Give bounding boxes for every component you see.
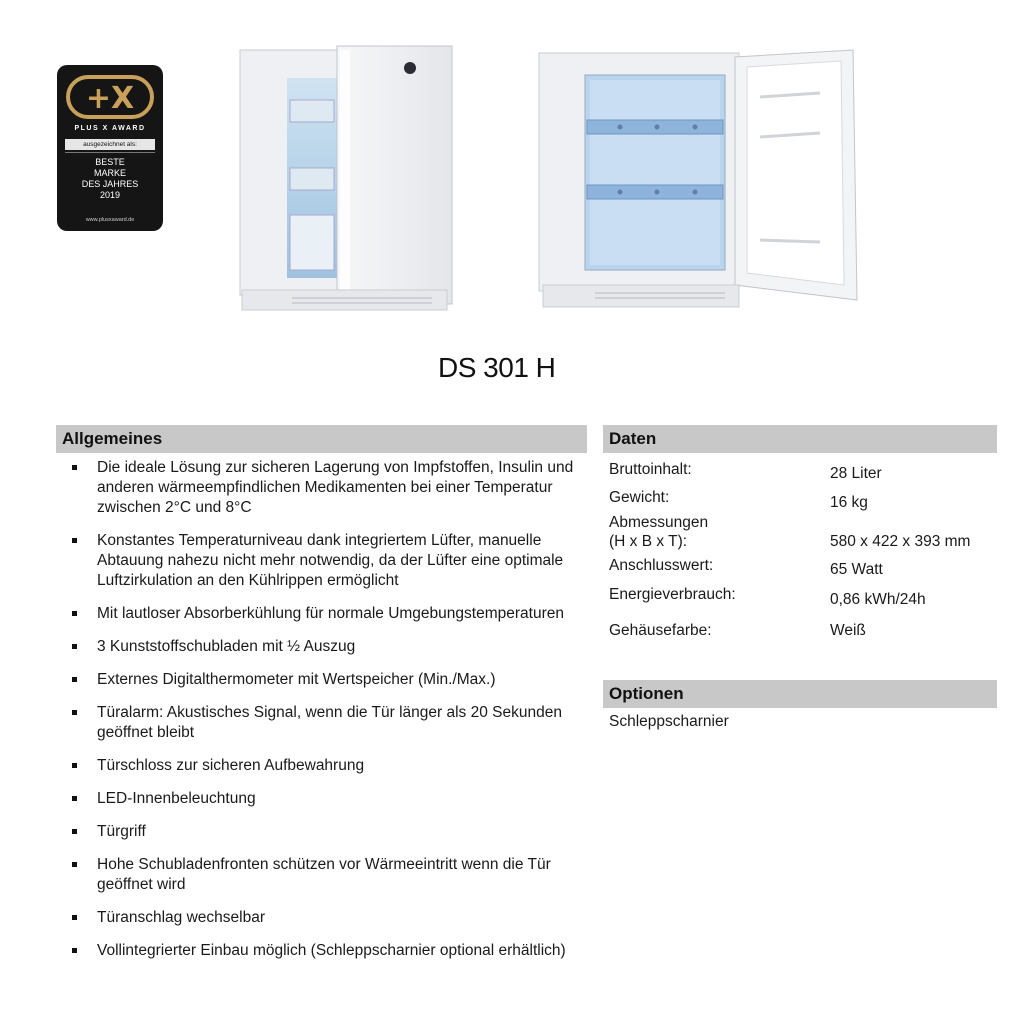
fridge-closed-image (232, 40, 462, 325)
list-item: LED-Innenbeleuchtung (56, 789, 586, 809)
data-label-power: Anschlusswert: (609, 557, 714, 574)
fridge-open-image (535, 45, 865, 320)
badge-line: MARKE (93, 168, 126, 178)
badge-url: www.plusxaward.de (85, 217, 135, 223)
data-value-weight: 16 kg (830, 494, 868, 511)
list-item: Hohe Schubladenfronten schützen vor Wärmeeintritt wenn die Tür geöffnet wird (56, 855, 586, 895)
list-item: Türschloss zur sicheren Aufbewahrung (56, 756, 586, 776)
badge-award-lines (57, 157, 163, 201)
product-model-title: DS 301 H (438, 352, 556, 383)
list-item: Türanschlag wechselbar (56, 908, 586, 928)
badge-line: 2019 (99, 190, 121, 200)
badge-divider (65, 152, 155, 153)
data-label-volume: Bruttoinhalt: (609, 461, 692, 478)
plus-x-logo-icon (66, 75, 154, 119)
data-label-dimensions-unit: (H x B x T): (609, 533, 688, 550)
badge-line: DES JAHRES (81, 179, 139, 189)
list-item: 3 Kunststoffschubladen mit ½ Auszug (56, 637, 586, 657)
section-header-options: Optionen (603, 680, 997, 708)
data-label-weight: Gewicht: (609, 489, 670, 506)
list-item: Türalarm: Akustisches Signal, wenn die Tür länger als 20 Sekunden geöffnet bleibt (56, 703, 586, 743)
list-item: Externes Digitalthermometer mit Wertspeicher (Min./Max.) (56, 670, 586, 690)
data-label-color: Gehäusefarbe: (609, 622, 712, 639)
svg-text:+X: +X (85, 81, 135, 116)
list-item: Türgriff (56, 822, 586, 842)
list-item: Die ideale Lösung zur sicheren Lagerung von Impfstoffen, Insulin und anderen wärmeempfindlichen Medikamenten bei einer Temperatur zwischen 2°C und 8°C (56, 458, 586, 518)
list-item: Vollintegrierter Einbau möglich (Schleppscharnier optional erhältlich) (56, 941, 586, 961)
badge-award-title: PLUS X AWARD (74, 125, 146, 132)
feature-list (56, 458, 586, 974)
data-value-dimensions: 580 x 422 x 393 mm (830, 533, 971, 550)
data-label-energy: Energieverbrauch: (609, 586, 736, 603)
section-header-general: Allgemeines (56, 425, 587, 453)
data-value-color: Weiß (830, 622, 866, 639)
option-item: Schleppscharnier (609, 713, 729, 730)
award-badge (57, 65, 163, 231)
badge-line: BESTE (95, 157, 125, 167)
section-header-data: Daten (603, 425, 997, 453)
data-value-power: 65 Watt (830, 561, 883, 578)
data-label-dimensions: Abmessungen (609, 514, 709, 531)
data-value-energy: 0,86 kWh/24h (830, 591, 926, 608)
badge-label: ausgezeichnet als: (65, 139, 155, 150)
data-value-volume: 28 Liter (830, 465, 882, 482)
list-item: Mit lautloser Absorberkühlung für normale Umgebungstemperaturen (56, 604, 586, 624)
list-item: Konstantes Temperaturniveau dank integriertem Lüfter, manuelle Abtauung nahezu nicht mehr notwendig, da der Lüfter eine optimale Luftzirkulation an den Kühlrippen ermöglicht (56, 531, 586, 591)
